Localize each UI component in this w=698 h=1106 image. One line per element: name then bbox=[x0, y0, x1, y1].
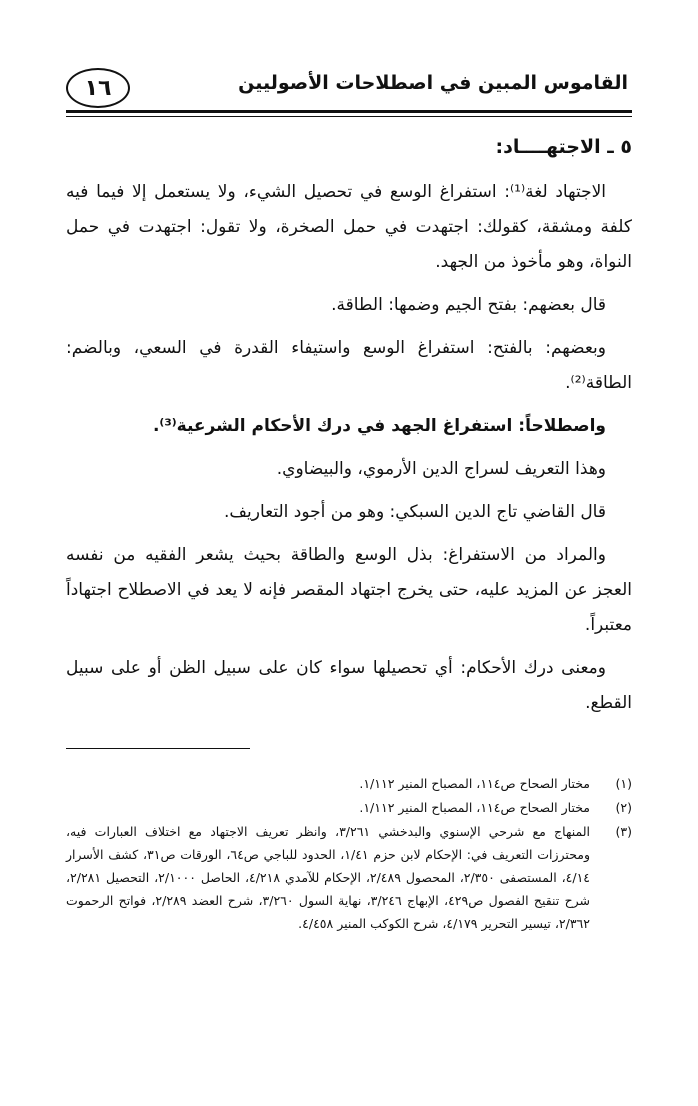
footnote-text: المنهاج مع شرحي الإسنوي والبدخشي ٣/٢٦١، وانظر تعريف الاجتهاد مع اختلاف العبارات فيه، ومحترزات التعريف في: الإحكام لابن حزم ١/٤١، الحدود للباجي ص٦٤، الورقات ص٣١، كشف الأسرار ٤/١٤، المستصفى ٢/٣٥٠، المحصول ٢/٤٨٩، الإحكام للآمدي ٤/٢١٨، الحاصل ٢/١٠٠٠، التحصيل ٢/٢٨١، شرح تنقيح الفصول ص٤٢٩، الإبهاج ٣/٢٤٦، نهاية السول ٣/٢٦٠، شرح العضد ٢/٢٨٩، فواتح الرحموت ٢/٣٦٢، تيسير التحرير ٤/١٧٩، شرح الكوكب المنير ٤/٤٥٨. bbox=[66, 824, 591, 931]
paragraph-attribution: وهذا التعريف لسراج الدين الأرموي، والبيضاوي. bbox=[276, 459, 606, 479]
main-text bbox=[66, 130, 632, 729]
section-heading: ٥ ـ الاجتهــــاد: bbox=[495, 136, 632, 158]
running-title: القاموس المبين في اصطلاحات الأصوليين bbox=[238, 72, 628, 94]
footnote-3 bbox=[66, 820, 632, 935]
paragraph-meaning-of-derivation: ومعنى درك الأحكام: أي تحصيلها سواء كان على سبيل الظن أو على سبيل القطع. bbox=[66, 658, 632, 713]
footnote-2 bbox=[66, 796, 632, 819]
footnote-number: (١) bbox=[615, 776, 632, 791]
footnote-text: مختار الصحاح ص١١٤، المصباح المنير ١/١١٢. bbox=[359, 800, 590, 815]
page-header bbox=[66, 62, 632, 114]
footnote-1 bbox=[66, 772, 632, 795]
page-number: ١٦ bbox=[66, 68, 130, 108]
paragraph-technical-definition: واصطلاحاً: استفراغ الجهد في درك الأحكام الشرعية⁽³⁾. bbox=[152, 416, 606, 436]
paragraph-meaning-of-exhaustion: والمراد من الاستفراغ: بذل الوسع والطاقة بحيث يشعر الفقيه من نفسه العجز عن المزيد عليه، حتى يخرج اجتهاد المقصر فإنه لا يعد في الاصطلاح اجتهاداً معتبراً. bbox=[66, 545, 632, 635]
footnote-number: (٢) bbox=[615, 800, 632, 815]
footnotes bbox=[66, 772, 632, 936]
header-rule-thick bbox=[66, 110, 632, 113]
footnote-text: مختار الصحاح ص١١٤، المصباح المنير ١/١١٢. bbox=[359, 776, 590, 791]
footnote-separator bbox=[66, 748, 250, 749]
paragraph-linguistic-definition: الاجتهاد لغة⁽¹⁾: استفراغ الوسع في تحصيل الشيء، ولا يستعمل إلا فيما فيه كلفة ومشقة، كقولك: اجتهدت في حمل الصخرة، ولا تقول: اجتهدت في حمل النواة، وهو مأخوذ من الجهد. bbox=[66, 182, 632, 272]
paragraph-vocalization: قال بعضهم: بفتح الجيم وضمها: الطاقة. bbox=[331, 295, 606, 315]
paragraph-other-opinion: وبعضهم: بالفتح: استفراغ الوسع واستيفاء القدرة في السعي، وبالضم: الطاقة⁽²⁾. bbox=[66, 338, 632, 393]
paragraph-subki-comment: قال القاضي تاج الدين السبكي: وهو من أجود التعاريف. bbox=[224, 502, 606, 522]
footnote-number: (٣) bbox=[615, 824, 632, 839]
header-rule-thin bbox=[66, 116, 632, 117]
